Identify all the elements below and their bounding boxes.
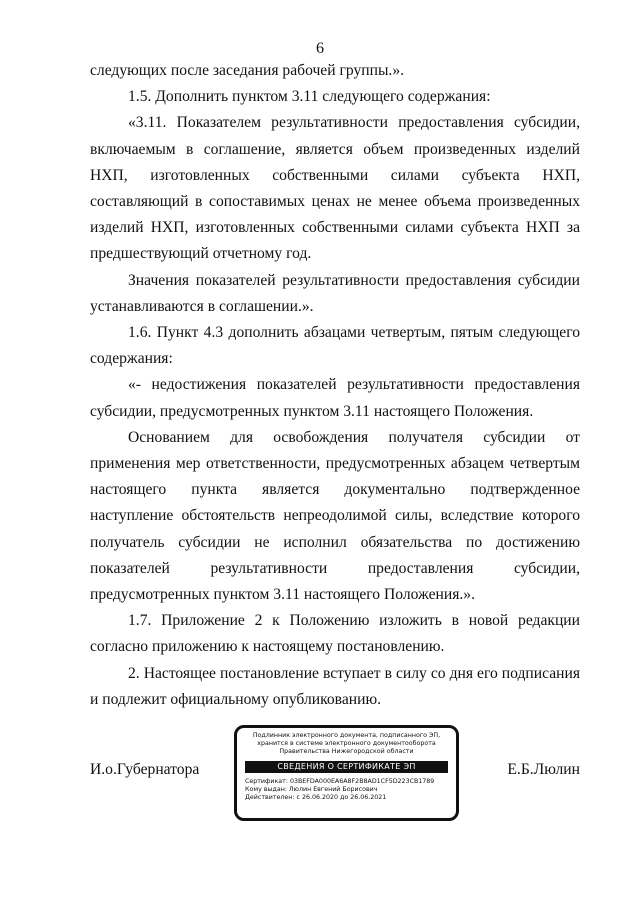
stamp-header-line: Подлинник электронного документа, подписанного ЭП, [252, 732, 441, 739]
stamp-issued-to: Кому выдан: Люлин Евгений Борисович [245, 785, 378, 793]
paragraph-item-1-7: 1.7. Приложение 2 к Положению изложить в новой редакции согласно приложению к настоящему постановлению. [90, 612, 580, 656]
paragraph-non-achievement: «- недостижения показателей результативности предоставления субсидии, предусмотренных пунктом 3.11 настоящего Положения. [90, 376, 580, 420]
stamp-header [245, 732, 448, 757]
paragraph-clause-3-11: «3.11. Показателем результативности предоставления субсидии, включаемым в соглашение, является объем произведенных изделий НХП, изготовленных собственными силами субъекта НХП, составляющий в сопоставимых ценах не менее объема произведенных изделий НХП, изготовленных собственными силами субъекта НХП за предшествующий отчетному год. [90, 114, 580, 263]
signer-position: И.о.Губернатора [90, 761, 200, 778]
signature-block [90, 725, 580, 825]
paragraph-item-1-5: 1.5. Дополнить пунктом 3.11 следующего содержания: [128, 88, 491, 106]
stamp-certificate-number: Сертификат: 03BEFDA000EA6A8F2B8AD1CF5D223CB1789 [245, 777, 435, 785]
paragraph-indicator-values: Значения показателей результативности предоставления субсидии устанавливаются в соглашении.». [90, 271, 580, 315]
document-body [90, 58, 580, 713]
paragraph-effective-date: 2. Настоящее постановление вступает в силу со дня его подписания и подлежит официальному опубликованию. [90, 664, 580, 708]
stamp-validity: Действителен: с 26.06.2020 до 26.06.2021 [245, 794, 387, 802]
stamp-header-line: Правительства Нижегородской области [279, 748, 414, 756]
electronic-signature-stamp [234, 725, 459, 821]
signer-name: Е.Б.Люлин [507, 761, 580, 778]
paragraph-continuation: следующих после заседания рабочей группы.». [90, 62, 405, 79]
page-number: 6 [316, 40, 324, 57]
stamp-certificate-banner: СВЕДЕНИЯ О СЕРТИФИКАТЕ ЭП [245, 761, 448, 773]
stamp-header-line: хранится в системе электронного документооборота [257, 740, 436, 748]
paragraph-exemption-grounds: Основанием для освобождения получателя субсидии от применения мер ответственности, предусмотренных абзацем четвертым настоящего пункта является документально подтвержденное наступление обстоятельств непреодолимой силы, вследствие которого получатель субсидии не исполнил обязательства по достижению показателей результативности предоставления субсидии, предусмотренных пунктом 3.11 настоящего Положения.». [90, 428, 580, 604]
paragraph-item-1-6: 1.6. Пункт 4.3 дополнить абзацами четвертым, пятым следующего содержания: [90, 324, 580, 368]
